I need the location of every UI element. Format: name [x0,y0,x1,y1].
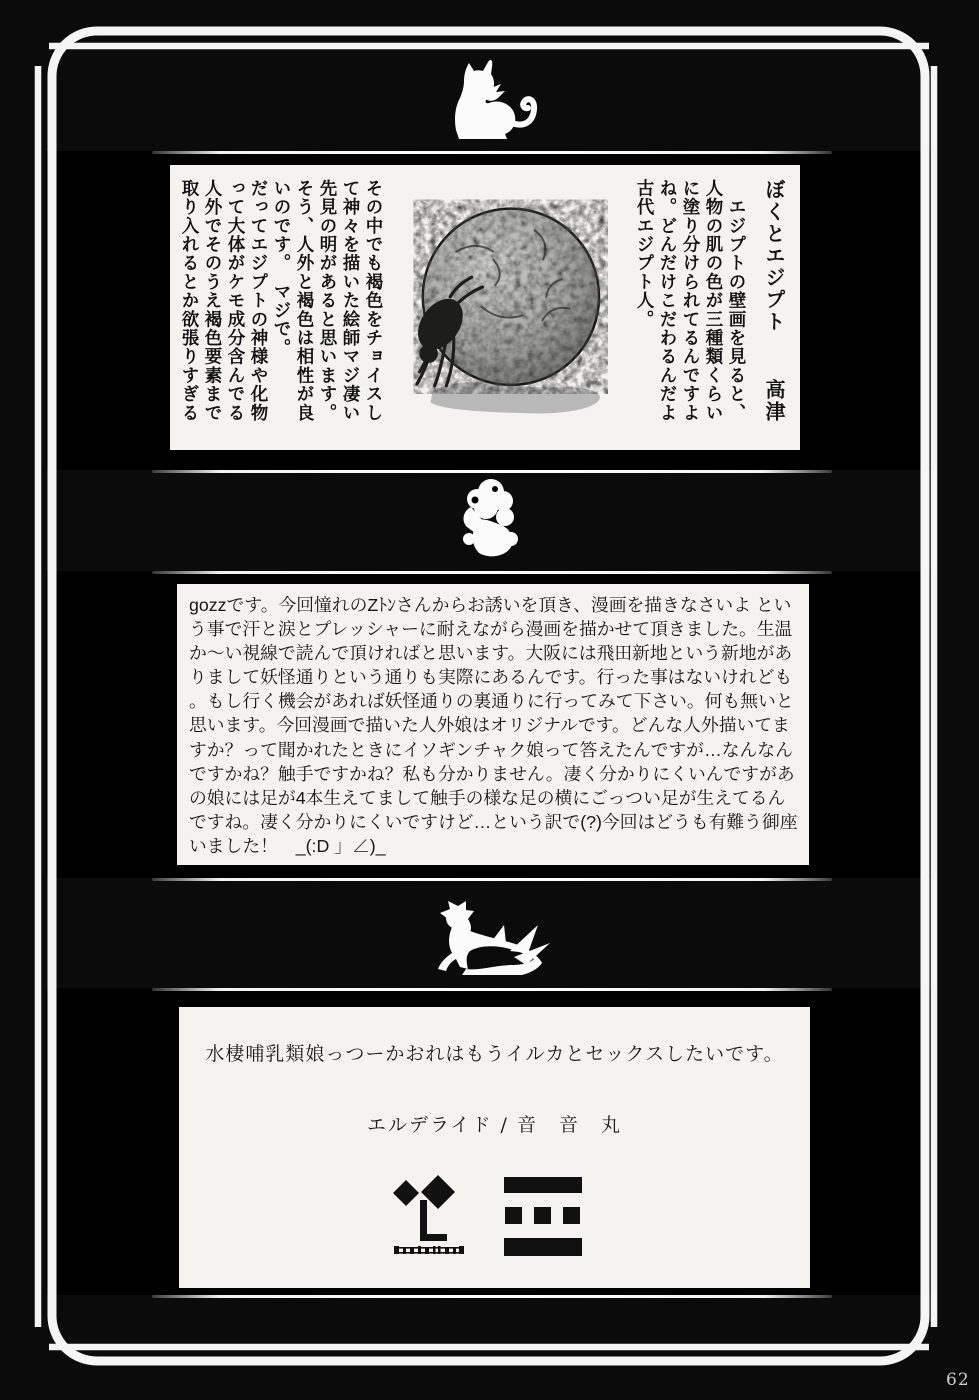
text-line: りまして妖怪通りという通りも実際にあるんです。行った事はないけれども [189,667,793,688]
text-column: そう、人外と褐色は相性が良 [295,179,315,423]
text-column: 先見の明があると思います。 [318,179,338,423]
text-column: だってエジプトの神様や化物 [249,179,269,423]
text-line: の娘には足が4本生えてまして触手の様な足の横にごっつい足が生えてるん [189,787,786,808]
text-line: gozzです。今回憧れのZﾄﾝさんからお誘いを頂き、漫画を描きなさいよ とい [189,595,792,615]
text-line: う事で汗と涙とプレッシャーに耐えながら漫画を描かせて頂きました。生温 [189,619,793,640]
elderaid-diamond-logo [393,1175,465,1259]
text-column: エジプトの壁画を見ると、 [727,179,747,423]
text-column: 取り入れるとか欲張りすぎる [180,179,200,423]
otootomaru-bars-logo [503,1177,583,1257]
credit-panel [179,1007,810,1288]
separator-rule [152,1295,832,1298]
separator-rule [152,878,832,881]
text-column: って大体がケモ成分含んでる [226,179,246,423]
egypt-column-panel [170,165,800,450]
text-line: いました！ _(:D 」∠)_ [189,835,386,856]
text-line: 。もし行く機会があれば妖怪通りの裏通りに行ってみて下さい。何も無いと [189,691,794,712]
page-number: 62 [946,1370,970,1390]
mermaid-silhouette-icon [426,899,552,979]
text-column: て神々を描いた絵師マジ凄い [341,179,361,423]
text-line: 思います。今回漫画で描いた人外娘はオリジナルです。どんな人外描いてま [189,715,790,736]
credit-caption: 水棲哺乳類娘っつーかおれはもうイルカとセックスしたいです。 [205,1043,784,1065]
text-column: に塗り分けられてるんですよ [681,179,701,423]
text-line: ですね。凄く分かりにくいですけど…という訳で(?)今回はどうも有難う御座 [189,811,798,832]
credit-names: エルデライド / 音 音 丸 [367,1114,622,1136]
panel1-right-text [633,179,748,438]
separator-rule [152,571,832,574]
panel1-left-text [178,179,385,438]
separator-rule [152,988,832,991]
gozz-comment-panel [177,584,809,865]
winged-cat-silhouette-icon [438,57,542,145]
text-line: か〜い視線で読んで頂ければと思います。大阪には飛田新地という新地があ [189,643,793,664]
panel1-title: ぼくとエジプト [762,179,784,333]
text-column: 人物の肌の色が三種類くらい [704,179,724,423]
separator-rule [152,470,832,473]
panel1-author: 高津 [762,379,784,423]
text-line: ですかね？触手ですかね？私も分かりません。凄く分かりにくいんですがあ [189,763,795,784]
circle-logos [179,1175,810,1261]
text-column: 人外でそのうえ褐色要素まで [203,179,223,423]
column-title [760,179,786,438]
text-column: その中でも褐色をチョイスし [364,179,384,423]
text-line: すか？って聞かれたときにイソギンチャク娘って答えたんですが…なんなん [189,739,793,760]
separator-rule [152,151,832,154]
text-column: いのです。 マジで。 [272,179,292,358]
text-column: 古代エジプト人。 [635,179,655,329]
dung-beetle-illustration [391,179,623,438]
text-column: ね。どんだけこだわるんだよ [658,179,678,423]
fluffy-girl-silhouette-icon [453,477,521,559]
